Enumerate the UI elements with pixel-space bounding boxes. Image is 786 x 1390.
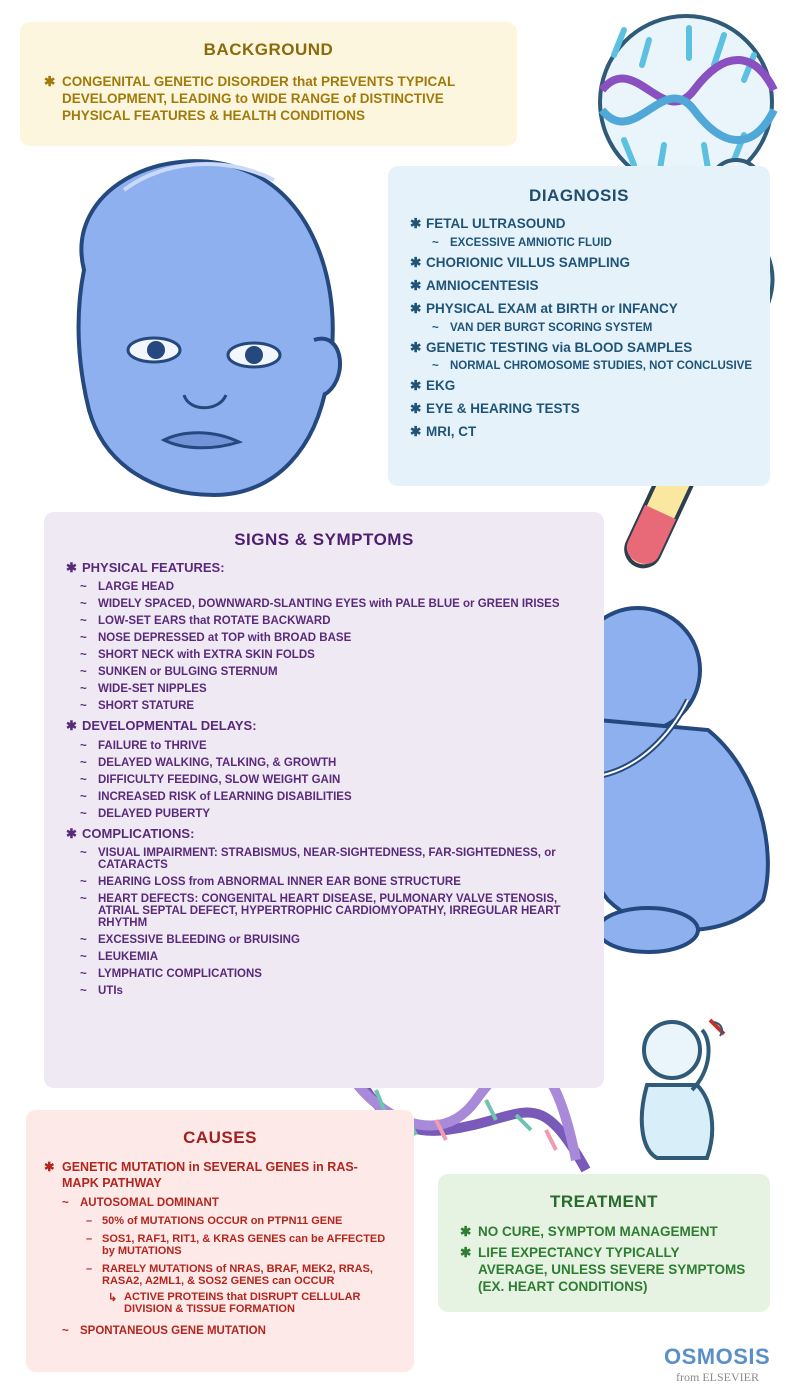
treatment-list bbox=[460, 1224, 770, 1296]
background-title: BACKGROUND bbox=[203, 40, 334, 59]
causes-main-text: GENETIC MUTATION in SEVERAL GENES in RAS-MAPK PATHWAY bbox=[62, 1160, 358, 1190]
diagnosis-subitem-text: NORMAL CHROMOSOME STUDIES, NOT CONCLUSIVE bbox=[450, 360, 752, 373]
tilde-icon: ~ bbox=[432, 236, 439, 249]
diagnosis-item-text: FETAL ULTRASOUND bbox=[426, 216, 566, 231]
logo-sub: from ELSEVIER bbox=[676, 1370, 759, 1384]
tilde-icon: ~ bbox=[80, 598, 87, 611]
list-item bbox=[66, 700, 586, 712]
list-item bbox=[66, 791, 586, 803]
diagnosis-item bbox=[410, 255, 770, 272]
hearing-loss-child-icon bbox=[632, 1010, 732, 1160]
diagnosis-subitem bbox=[410, 237, 770, 249]
list-item-text: LOW-SET EARS that ROTATE BACKWARD bbox=[98, 615, 331, 628]
signs-symptoms-card bbox=[44, 512, 604, 1088]
list-item-text: DIFFICULTY FEEDING, SLOW WEIGHT GAIN bbox=[98, 773, 341, 786]
causes-title: CAUSES bbox=[183, 1128, 257, 1147]
list-item bbox=[66, 740, 586, 752]
list-item bbox=[66, 598, 586, 610]
causes-spontaneous-text: SPONTANEOUS GENE MUTATION bbox=[80, 1325, 266, 1338]
dash-icon: – bbox=[86, 1233, 93, 1246]
treatment-item bbox=[460, 1224, 748, 1241]
tilde-icon: ~ bbox=[62, 1325, 69, 1338]
list-item-text: DELAYED WALKING, TALKING, & GROWTH bbox=[98, 756, 337, 769]
dash-icon: – bbox=[86, 1263, 93, 1276]
bullet-star-icon: ✱ bbox=[410, 339, 422, 355]
list-item-text: LYMPHATIC COMPLICATIONS bbox=[98, 967, 262, 980]
list-item bbox=[66, 847, 586, 871]
list-item-text: SHORT STATURE bbox=[98, 700, 195, 713]
list-item-text: HEARING LOSS from ABNORMAL INNER EAR BONE STRUCTURE bbox=[98, 875, 461, 888]
bullet-star-icon: ✱ bbox=[410, 277, 422, 293]
causes-detail-text: 50% of MUTATIONS OCCUR on PTPN11 GENE bbox=[102, 1215, 343, 1228]
treatment-card bbox=[438, 1174, 770, 1312]
diagnosis-item bbox=[410, 401, 770, 418]
bullet-star-icon: ✱ bbox=[410, 401, 422, 417]
diagnosis-item-text: EYE & HEARING TESTS bbox=[426, 401, 580, 417]
causes-spontaneous bbox=[44, 1325, 414, 1337]
list-item-text: WIDE-SET NIPPLES bbox=[98, 683, 207, 696]
list-item-text: SHORT NECK with EXTRA SKIN FOLDS bbox=[98, 649, 315, 662]
diagnosis-subitem bbox=[410, 322, 770, 334]
bullet-star-icon: ✱ bbox=[410, 254, 422, 270]
diagnosis-title: DIAGNOSIS bbox=[529, 186, 629, 205]
tilde-icon: ~ bbox=[80, 632, 87, 645]
list-item bbox=[66, 581, 586, 593]
bullet-star-icon: ✱ bbox=[44, 74, 56, 89]
signs-title: SIGNS & SYMPTOMS bbox=[234, 530, 414, 549]
causes-list bbox=[44, 1160, 414, 1337]
tilde-icon: ~ bbox=[432, 321, 439, 334]
list-item bbox=[66, 893, 586, 929]
bullet-star-icon: ✱ bbox=[66, 825, 77, 841]
causes-effect-text: ACTIVE PROTEINS that DISRUPT CELLULAR DIVISION & TISSUE FORMATION bbox=[124, 1291, 361, 1316]
list-item-text: LEUKEMIA bbox=[98, 950, 159, 963]
signs-list bbox=[66, 560, 604, 997]
diagnosis-item-text: EKG bbox=[426, 378, 456, 394]
diagnosis-item bbox=[410, 424, 770, 441]
list-item bbox=[66, 985, 586, 997]
list-item bbox=[66, 666, 586, 678]
tilde-icon: ~ bbox=[80, 807, 87, 820]
tilde-icon: ~ bbox=[80, 950, 87, 963]
list-item-text: UTIs bbox=[98, 984, 123, 997]
tilde-icon: ~ bbox=[80, 984, 87, 997]
background-card bbox=[20, 22, 517, 146]
background-text: CONGENITAL GENETIC DISORDER that PREVENTS TYPICAL DEVELOPMENT, LEADING to WIDE RANGE of DISTINCTIVE PHYSICAL FEATURES & HEALTH CONDITIONS bbox=[62, 74, 456, 123]
list-item-text: INCREASED RISK of LEARNING DISABILITIES bbox=[98, 790, 352, 803]
causes-card bbox=[26, 1110, 414, 1372]
bullet-star-icon: ✱ bbox=[460, 1224, 472, 1239]
list-item bbox=[66, 649, 586, 661]
bullet-star-icon: ✱ bbox=[410, 300, 422, 316]
list-item bbox=[66, 774, 586, 786]
treatment-title: TREATMENT bbox=[549, 1192, 659, 1211]
treatment-item bbox=[460, 1245, 748, 1296]
diagnosis-item-text: AMNIOCENTESIS bbox=[426, 277, 539, 293]
tilde-icon: ~ bbox=[80, 700, 87, 713]
baby-face-illustration bbox=[44, 150, 354, 510]
list-item-text: SUNKEN or BULGING STERNUM bbox=[98, 666, 278, 679]
treatment-item-text: NO CURE, SYMPTOM MANAGEMENT bbox=[478, 1224, 718, 1239]
causes-effect bbox=[44, 1291, 392, 1315]
causes-detail bbox=[44, 1233, 392, 1257]
list-item-text: FAILURE to THRIVE bbox=[98, 739, 207, 752]
diagnosis-subitem bbox=[410, 360, 770, 372]
bullet-star-icon: ✱ bbox=[66, 560, 77, 575]
developmental-delays-heading bbox=[66, 718, 604, 734]
arrow-icon: ↳ bbox=[108, 1292, 118, 1305]
diagnosis-item bbox=[410, 340, 770, 357]
diagnosis-item-text: PHYSICAL EXAM at BIRTH or INFANCY bbox=[426, 300, 678, 316]
bullet-star-icon: ✱ bbox=[410, 216, 422, 231]
causes-detail-text: SOS1, RAF1, RIT1, & KRAS GENES can be AFFECTED by MUTATIONS bbox=[102, 1233, 386, 1258]
treatment-item-text: LIFE EXPECTANCY TYPICALLY AVERAGE, UNLESS SEVERE SYMPTOMS (EX. HEART CONDITIONS) bbox=[478, 1244, 746, 1294]
list-item bbox=[66, 968, 586, 980]
list-item-text: VISUAL IMPAIRMENT: STRABISMUS, NEAR-SIGHTEDNESS, FAR-SIGHTEDNESS, or CATARACTS bbox=[98, 846, 556, 871]
category-label: PHYSICAL FEATURES: bbox=[82, 560, 225, 575]
complications-heading bbox=[66, 826, 604, 842]
list-item bbox=[66, 876, 586, 888]
tilde-icon: ~ bbox=[80, 967, 87, 980]
list-item bbox=[66, 951, 586, 963]
diagnosis-item bbox=[410, 378, 770, 395]
tilde-icon: ~ bbox=[432, 360, 439, 373]
osmosis-logo bbox=[664, 1344, 780, 1384]
diagnosis-subitem-text: EXCESSIVE AMNIOTIC FLUID bbox=[450, 236, 612, 249]
list-item-text: DELAYED PUBERTY bbox=[98, 807, 211, 820]
logo-brand: OSMOSIS bbox=[664, 1344, 771, 1369]
tilde-icon: ~ bbox=[80, 581, 87, 594]
tilde-icon: ~ bbox=[62, 1197, 69, 1210]
tilde-icon: ~ bbox=[80, 875, 87, 888]
diagnosis-item-text: GENETIC TESTING via BLOOD SAMPLES bbox=[426, 339, 693, 355]
diagnosis-card bbox=[388, 166, 770, 486]
list-item bbox=[66, 808, 586, 820]
causes-inheritance-text: AUTOSOMAL DOMINANT bbox=[80, 1197, 219, 1210]
causes-main bbox=[44, 1160, 392, 1191]
diagnosis-list bbox=[410, 216, 770, 441]
bullet-star-icon: ✱ bbox=[66, 718, 77, 734]
bullet-star-icon: ✱ bbox=[410, 378, 422, 394]
list-item bbox=[66, 632, 586, 644]
diagnosis-subitem-text: VAN DER BURGT SCORING SYSTEM bbox=[450, 321, 653, 334]
causes-inheritance bbox=[44, 1197, 414, 1209]
list-item-text: NOSE DEPRESSED at TOP with BROAD BASE bbox=[98, 632, 352, 645]
tilde-icon: ~ bbox=[80, 683, 87, 696]
causes-detail-text: RARELY MUTATIONS of NRAS, BRAF, MEK2, RRAS, RASA2, A2ML1, & SOS2 GENES can OCCUR bbox=[102, 1263, 373, 1288]
background-bullet bbox=[44, 74, 493, 125]
diagnosis-item bbox=[410, 216, 770, 233]
bullet-star-icon: ✱ bbox=[460, 1244, 472, 1260]
tilde-icon: ~ bbox=[80, 933, 87, 946]
list-item-text: LARGE HEAD bbox=[98, 581, 175, 594]
tilde-icon: ~ bbox=[80, 756, 87, 769]
bullet-star-icon: ✱ bbox=[44, 1160, 55, 1174]
causes-detail bbox=[44, 1215, 392, 1227]
list-item bbox=[66, 934, 586, 946]
physical-features-heading bbox=[66, 560, 604, 576]
tilde-icon: ~ bbox=[80, 790, 87, 803]
diagnosis-item-text: CHORIONIC VILLUS SAMPLING bbox=[426, 254, 631, 270]
tilde-icon: ~ bbox=[80, 773, 87, 786]
list-item bbox=[66, 757, 586, 769]
tilde-icon: ~ bbox=[80, 892, 87, 905]
list-item bbox=[66, 615, 586, 627]
dash-icon: – bbox=[86, 1215, 93, 1228]
diagnosis-item bbox=[410, 301, 770, 318]
tilde-icon: ~ bbox=[80, 846, 87, 859]
tilde-icon: ~ bbox=[80, 739, 87, 752]
tilde-icon: ~ bbox=[80, 666, 87, 679]
bullet-star-icon: ✱ bbox=[410, 424, 422, 440]
diagnosis-item-text: MRI, CT bbox=[426, 424, 477, 440]
list-item-text: WIDELY SPACED, DOWNWARD-SLANTING EYES with PALE BLUE or GREEN IRISES bbox=[98, 598, 560, 611]
causes-detail bbox=[44, 1263, 392, 1287]
category-label: COMPLICATIONS: bbox=[82, 825, 195, 841]
list-item-text: EXCESSIVE BLEEDING or BRUISING bbox=[98, 933, 300, 946]
list-item bbox=[66, 683, 586, 695]
list-item-text: HEART DEFECTS: CONGENITAL HEART DISEASE, PULMONARY VALVE STENOSIS, ATRIAL SEPTAL DEFECT, HYPERTROPHIC CARDIOMYOPATHY, IRREGULAR HEART RHYTHM bbox=[98, 892, 561, 929]
tilde-icon: ~ bbox=[80, 649, 87, 662]
diagnosis-item bbox=[410, 278, 770, 295]
category-label: DEVELOPMENTAL DELAYS: bbox=[82, 718, 257, 734]
tilde-icon: ~ bbox=[80, 615, 87, 628]
